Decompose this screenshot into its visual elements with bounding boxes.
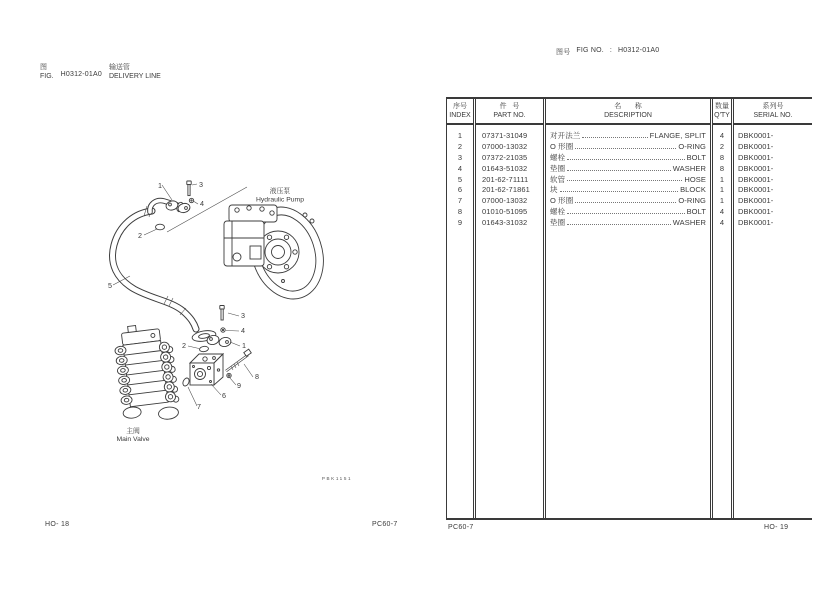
index-cell: 1	[457, 130, 463, 140]
description-cell: 块 BLOCK	[550, 185, 706, 195]
fig-no-value: H0312-01A0	[618, 47, 660, 54]
qty-cell: 8	[719, 152, 725, 162]
col-header-part-en: PART NO.	[493, 112, 526, 119]
index-cell: 8	[457, 207, 463, 217]
delivery-line-drawing	[30, 150, 440, 490]
description-cell: 对开法兰 FLANGE, SPLIT	[550, 130, 706, 140]
callout-5: 5	[108, 281, 112, 290]
hose-drawing	[113, 206, 196, 329]
part-no-cell: 07372-21035	[482, 152, 528, 162]
callout-1: 1	[158, 181, 162, 190]
drawing-code: PBK1151	[321, 476, 353, 481]
qty-cell: 1	[719, 196, 725, 206]
parts-table	[446, 97, 812, 520]
part-no-cell: 01643-31032	[482, 218, 528, 228]
qty-cell: 4	[719, 218, 725, 228]
fig-label-cn: 图	[40, 64, 47, 71]
index-cell: 9	[457, 218, 463, 228]
figure-title-en: DELIVERY LINE	[108, 73, 161, 80]
qty-cell: 8	[719, 163, 725, 173]
column-part-no	[473, 99, 543, 518]
serial-cell: DBK0001-	[738, 141, 774, 151]
part-no-cell: 201-62-71861	[482, 185, 530, 195]
callout-9: 9	[237, 381, 241, 390]
valve-label-en: Main Valve	[116, 436, 150, 443]
part-no-cell: 01010-51095	[482, 207, 528, 217]
qty-cell: 4	[719, 130, 725, 140]
part-no-cell: 01643-51032	[482, 163, 528, 173]
pump-label-cn: 液压泵	[269, 188, 291, 195]
col-header-qty-cn: 数量	[715, 103, 729, 110]
qty-cell: 4	[719, 207, 725, 217]
col-header-part-cn: 件 号	[499, 103, 520, 110]
index-cell: 6	[457, 185, 463, 195]
col-header-index-cn: 序号	[453, 103, 467, 110]
description-cell: O 形圈 O-RING	[550, 141, 706, 151]
col-header-qty-en: Q'TY	[714, 112, 730, 119]
upper-fitting-drawing	[150, 181, 194, 230]
description-cell: 软管 HOSE	[550, 174, 706, 184]
callout-6: 6	[222, 391, 226, 400]
callout-3: 3	[199, 180, 203, 189]
callout-2b: 2	[182, 341, 186, 350]
hydraulic-pump-drawing	[224, 197, 335, 308]
callout-1b: 1	[242, 341, 246, 350]
qty-cell: 2	[719, 141, 725, 151]
column-serial-no	[731, 99, 812, 518]
col-header-serial-cn: 系列号	[762, 103, 784, 110]
part-no-cell: 201-62-71111	[482, 174, 529, 184]
figure-title-cn: 输送管	[108, 64, 130, 71]
description-cell: 螺栓 BOLT	[550, 207, 706, 217]
description-cell: 垫圈 WASHER	[550, 163, 706, 173]
main-valve-drawing	[112, 321, 181, 424]
serial-cell: DBK0001-	[738, 152, 774, 162]
part-no-cell: 07000-13032	[482, 196, 528, 206]
figure-number: H0312-01A0	[60, 71, 102, 78]
column-index	[446, 99, 473, 518]
description-cell: O 形圈 O-RING	[550, 196, 706, 206]
index-cell: 5	[457, 174, 463, 184]
serial-cell: DBK0001-	[738, 218, 774, 228]
fig-no-label-cn: 图号	[556, 49, 571, 56]
callout-7: 7	[197, 402, 201, 411]
callout-4b: 4	[241, 326, 245, 335]
fig-no-label-en: FIG NO.	[576, 47, 604, 54]
exploded-diagram	[30, 150, 440, 490]
right-page-number: HO- 19	[764, 524, 789, 531]
col-header-desc-en: DESCRIPTION	[604, 112, 652, 119]
figure-header	[40, 63, 161, 81]
col-header-desc-cn: 名 称	[614, 103, 642, 110]
index-cell: 4	[457, 163, 463, 173]
fig-no-header	[556, 47, 659, 57]
qty-cell: 1	[719, 185, 725, 195]
description-cell: 螺栓 BOLT	[550, 152, 706, 162]
qty-cell: 1	[719, 174, 725, 184]
block-drawing	[190, 354, 223, 385]
right-model-code: PC60-7	[448, 524, 474, 531]
callout-4: 4	[200, 199, 204, 208]
serial-cell: DBK0001-	[738, 174, 774, 184]
column-qty	[710, 99, 731, 518]
part-no-cell: 07000-13032	[482, 141, 528, 151]
callout-2: 2	[138, 231, 142, 240]
column-description	[543, 99, 710, 518]
index-cell: 2	[457, 141, 463, 151]
left-page-number: HO- 18	[45, 521, 70, 528]
description-cell: 垫圈 WASHER	[550, 218, 706, 228]
part-no-cell: 07371-31049	[482, 130, 528, 140]
serial-cell: DBK0001-	[738, 130, 774, 140]
serial-cell: DBK0001-	[738, 185, 774, 195]
callout-8: 8	[255, 372, 259, 381]
col-header-serial-en: SERIAL NO.	[753, 112, 793, 119]
pump-label-en: Hydraulic Pump	[256, 196, 304, 204]
fig-label-en: FIG.	[40, 73, 54, 80]
serial-cell: DBK0001-	[738, 163, 774, 173]
index-cell: 3	[457, 152, 463, 162]
callout-3b: 3	[241, 311, 245, 320]
left-model-code: PC60-7	[372, 521, 398, 528]
serial-cell: DBK0001-	[738, 207, 774, 217]
col-header-index-en: INDEX	[449, 112, 471, 119]
serial-cell: DBK0001-	[738, 196, 774, 206]
valve-label-cn: 主阀	[126, 428, 140, 435]
fig-no-colon: :	[609, 47, 613, 54]
index-cell: 7	[457, 196, 463, 206]
